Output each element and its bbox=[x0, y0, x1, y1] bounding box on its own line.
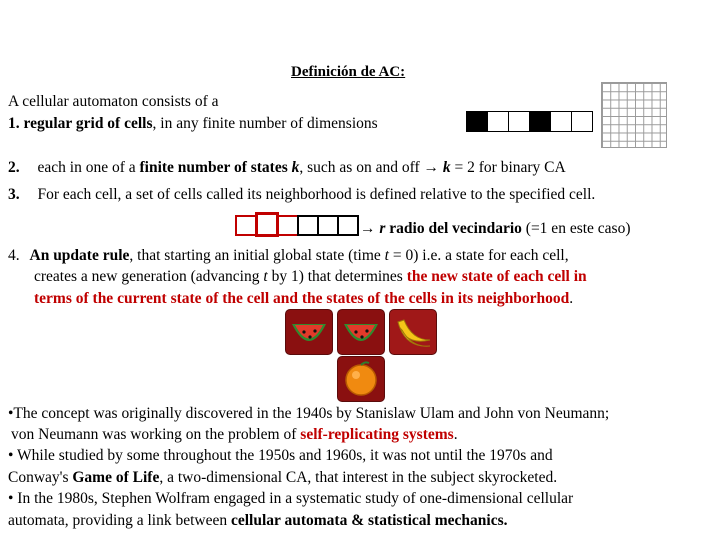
item-3-number: 3. bbox=[8, 186, 20, 203]
history-line-1: •The concept was originally discovered in the 1940s by Stanislaw Ulam and John von Neumann; bbox=[8, 405, 610, 422]
history-p3-bold: cellular automata & statistical mechanics. bbox=[230, 512, 508, 529]
item-3-text: For each cell, a set of cells called its neighborhood is defined relative to the specified cell. bbox=[37, 186, 596, 203]
radius-bold: radio del vecindario bbox=[385, 220, 522, 237]
item-4-line-1 bbox=[8, 247, 569, 265]
item-2-k: k bbox=[442, 159, 451, 176]
item-4-number: 4. bbox=[8, 247, 20, 264]
item-4-t1: t bbox=[384, 247, 389, 264]
item-4-l1a: , that starting an initial global state (time bbox=[129, 247, 385, 264]
item-4-l2b: by 1) that determines bbox=[267, 268, 407, 285]
item-4-red-1: the new state of each cell in bbox=[406, 268, 587, 285]
grid-cell bbox=[571, 111, 593, 132]
history-p1-end: . bbox=[453, 426, 458, 443]
item-2-number: 2. bbox=[8, 159, 20, 176]
neighborhood-diagram bbox=[235, 215, 357, 235]
history-line-5: • In the 1980s, Stephen Wolfram engaged in a systematic study of one-dimensional cellular bbox=[8, 490, 574, 507]
grid-cell bbox=[317, 215, 339, 236]
item-4-l1b: = 0) i.e. a state for each cell, bbox=[388, 247, 569, 264]
two-dimensional-grid bbox=[601, 82, 667, 148]
center-cell bbox=[255, 212, 279, 237]
arrow-icon: → bbox=[360, 220, 376, 237]
history-p1b: von Neumann was working on the problem of bbox=[11, 426, 301, 443]
history-p3b: automata, providing a link between bbox=[8, 512, 231, 529]
item-2-mid: , such as on and off bbox=[299, 159, 424, 176]
grid-cell bbox=[550, 111, 572, 132]
item-4-line-2 bbox=[34, 268, 587, 286]
neighbor-cell bbox=[235, 215, 257, 236]
intro-text: A cellular automaton consists of a bbox=[8, 93, 219, 110]
history-line-6 bbox=[8, 512, 508, 530]
item-2-bold: finite number of states bbox=[139, 159, 292, 176]
radius-note bbox=[360, 220, 631, 238]
item-1-bold: regular grid of cells bbox=[23, 115, 153, 132]
history-p2b: Conway's bbox=[8, 469, 73, 486]
grid-cell bbox=[337, 215, 359, 236]
item-1-rest: , in any finite number of dimensions bbox=[152, 115, 378, 132]
page-title: Definición de AC: bbox=[291, 64, 406, 80]
neighbor-cell bbox=[277, 215, 299, 236]
item-1-number: 1. bbox=[8, 115, 20, 132]
item-4-end: . bbox=[569, 290, 574, 307]
item-4-red-2: terms of the current state of the cell and the states of the cells in its neighborhood bbox=[34, 290, 570, 307]
grid-cell bbox=[487, 111, 509, 132]
item-2 bbox=[8, 159, 566, 177]
item-4-t2: t bbox=[263, 268, 268, 285]
item-3 bbox=[8, 186, 595, 204]
grid-cell bbox=[508, 111, 530, 132]
item-2-pre: each in one of a bbox=[37, 159, 140, 176]
banana-icon bbox=[389, 309, 437, 355]
watermelon-icon bbox=[337, 309, 385, 355]
orange-icon bbox=[337, 356, 385, 402]
history-p1-red: self-replicating systems bbox=[300, 426, 454, 443]
item-4-bold: An update rule bbox=[29, 247, 130, 264]
history-p2-bold: Game of Life bbox=[72, 469, 160, 486]
history-line-2 bbox=[11, 426, 458, 444]
history-p2c: , a two-dimensional CA, that interest in the subject skyrocketed. bbox=[159, 469, 558, 486]
radius-post: (=1 en este caso) bbox=[521, 220, 631, 237]
radius-var: r bbox=[379, 220, 386, 237]
grid-cell bbox=[466, 111, 488, 132]
grid-cell bbox=[297, 215, 319, 236]
item-4-line-3 bbox=[34, 290, 573, 308]
item-1 bbox=[8, 115, 378, 133]
arrow-icon: → bbox=[423, 159, 439, 176]
watermelon-icon bbox=[285, 309, 333, 355]
history-line-3: • While studied by some throughout the 1950s and 1960s, it was not until the 1970s and bbox=[8, 447, 553, 464]
grid-cell bbox=[529, 111, 551, 132]
item-2-post: = 2 for binary CA bbox=[450, 159, 566, 176]
item-2-var: k bbox=[291, 159, 300, 176]
one-dimensional-grid bbox=[466, 111, 592, 132]
history-line-4 bbox=[8, 469, 557, 487]
item-4-l2a: creates a new generation (advancing bbox=[34, 268, 264, 285]
